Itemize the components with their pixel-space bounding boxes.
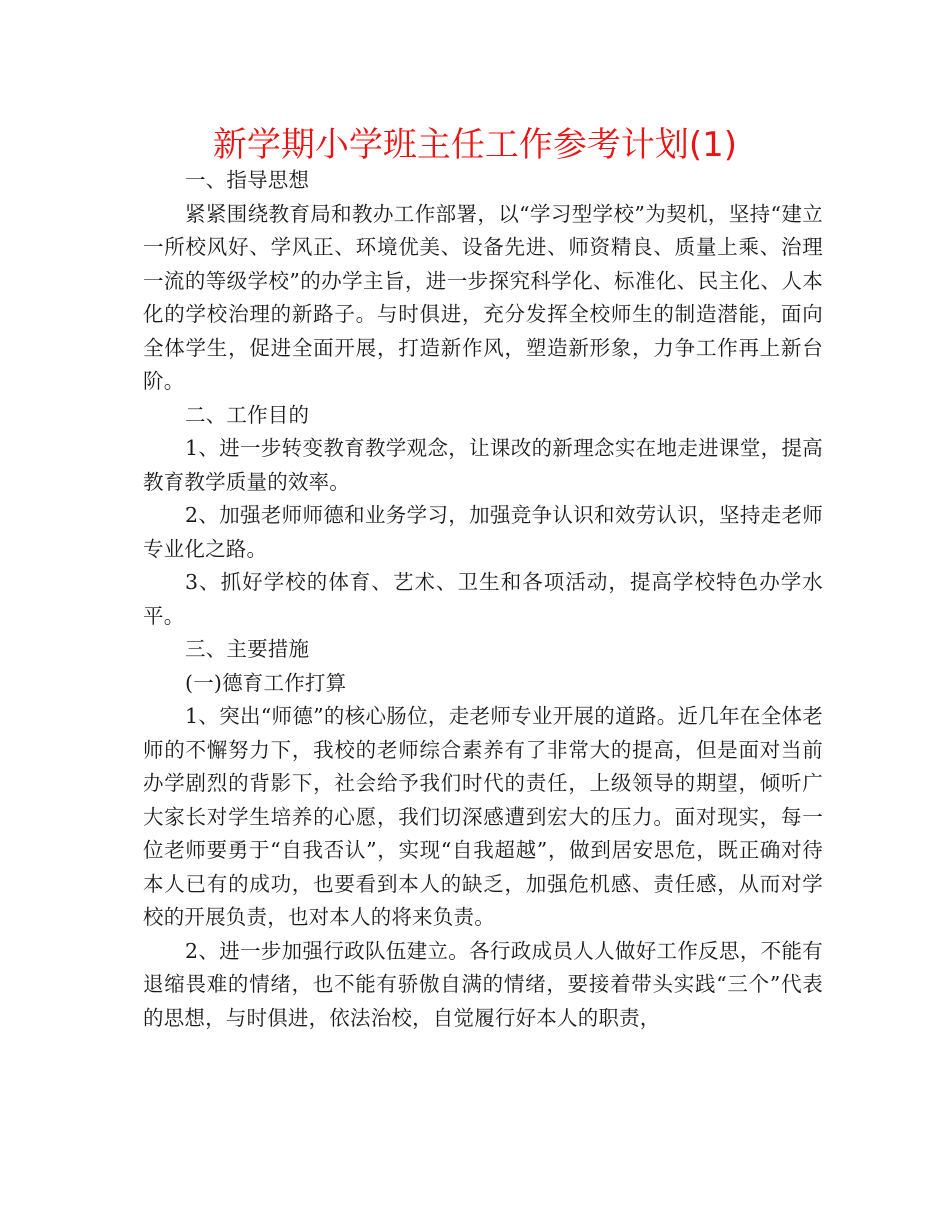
subsection-heading-moral-education: (一)德育工作打算 (185, 670, 347, 695)
paragraph: 1、进一步转变教育教学观念，让课改的新理念实在地走进课堂，提高教育教学质量的效率。 (143, 436, 823, 494)
paragraph: 紧紧围绕教育局和教办工作部署，以“学习型学校”为契机，坚持“建立一所校风好、学风正、环境优美、设备先进、师资精良、质量上乘、治理一流的等级学校”的办学主旨，进一步探究科学化、标准化、民主化、人本化的学校治理的新路子。与时俱进，充分发挥全校师生的制造潜能，面向全体学生，促进全面开展，打造新作风，塑造新形象，力争工作再上新台阶。 (143, 201, 823, 393)
document-body (143, 164, 823, 1035)
section-heading-guiding-ideology: 一、指导思想 (185, 168, 310, 192)
paragraph: 1、突出“师德”的核心肠位，走老师专业开展的道路。近几年在全体老师的不懈努力下，我校的老师综合素养有了非常大的提高，但是面对当前办学剧烈的背影下，社会给予我们时代的责任，上级领导的期望，倾听广大家长对学生培养的心愿，我们切深感遭到宏大的压力。面对现实，每一位老师要勇于“自我否认”，实现“自我超越”，做到居安思危，既正确对待本人已有的成功，也要看到本人的缺乏，加强危机感、责任感，从而对学校的开展负责，也对本人的将来负责。 (143, 704, 823, 929)
section-heading-work-goals: 二、工作目的 (185, 402, 310, 427)
paragraph: 3、抓好学校的体育、艺术、卫生和各项活动，提高学校特色办学水平。 (143, 570, 823, 628)
document-title: 新学期小学班主任工作参考计划(1) (212, 125, 738, 165)
section-heading-main-measures: 三、主要措施 (185, 637, 310, 661)
paragraph: 2、加强老师师德和业务学习，加强竞争认识和效劳认识，坚持走老师专业化之路。 (143, 503, 823, 561)
paragraph: 2、进一步加强行政队伍建立。各行政成员人人做好工作反思，不能有退缩畏难的情绪，也不能有骄傲自满的情绪，要接着带头实践“三个”代表的思想，与时俱进，依法治校，自觉履行好本人的职责， (143, 938, 823, 1030)
